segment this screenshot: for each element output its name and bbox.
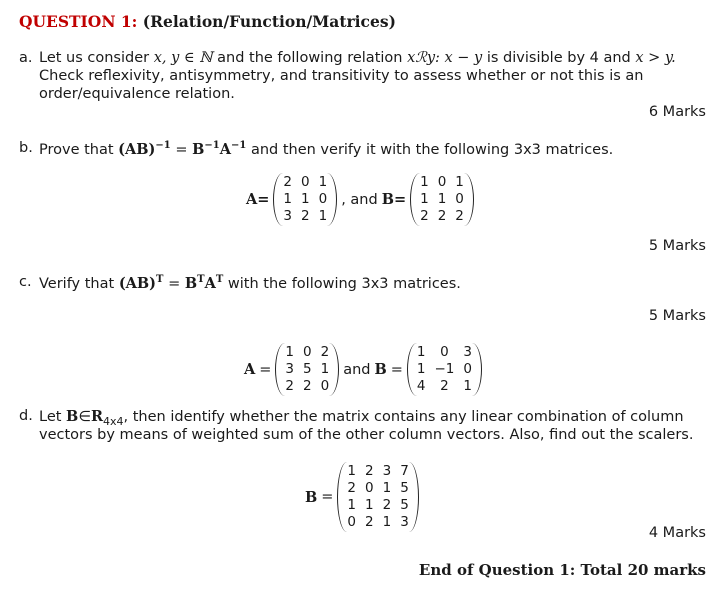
part-b-matrix-a-cell: 1 [301,191,310,207]
part-c-matrix-b-cell: 0 [440,344,449,360]
part-c-matrix-a-cell: 2 [303,378,312,394]
part-c-matrix-b [407,343,482,396]
part-b-matrix-a-cell: 1 [318,208,328,224]
part-b-matrix-a-cell: 0 [318,191,328,207]
part-b-matrix-b [410,173,474,226]
part-b-matrix-b-cell: 2 [455,208,464,224]
part-c-expr-a: A [204,274,216,292]
part-d-math-r: R [90,408,104,425]
part-d-matrix-cell: 7 [400,463,409,479]
part-c-marks: 5 Marks [648,308,706,324]
part-a-marks: 6 Marks [648,104,706,120]
part-c-matrices [244,343,482,396]
part-b-eq: = [170,141,193,158]
part-c-matrix-b-cell: 0 [463,361,472,377]
part-c-matrix-b-cell: 2 [440,378,449,394]
part-b-matrix-b-cell: 1 [437,191,447,207]
part-b-matrix-b-cell: 2 [437,208,447,224]
part-b-text: Prove that [39,141,119,158]
part-c-eq-sign-a: = [259,361,272,378]
part-d-matrix-cell: 2 [382,497,392,513]
part-d-matrix-cell: 1 [347,497,357,513]
question-topic: (Relation/Function/Matrices) [137,12,396,31]
part-d-matrix-b [337,462,418,532]
part-b-matrix-a-cell: 1 [283,191,292,207]
part-c-matrix-a [275,343,339,396]
part-c-and: and [343,361,371,378]
part-c-exp-1: T [156,274,164,285]
part-b-expr-a: A [219,140,231,158]
part-b-matrix-b-cell: 2 [420,208,429,224]
part-d-matrix-cell: 1 [365,497,374,513]
part-c-expr-ab: (AB) [118,274,157,292]
part-d-matrix-label: B [305,488,318,506]
part-b-exp-1: −1 [155,140,171,151]
part-d-matrix-cell: 5 [400,497,409,513]
part-b-matrix-a [273,173,337,226]
part-b-marks: 5 Marks [648,238,706,254]
part-c-matrix-a-cell: 5 [303,361,312,377]
part-c-expr-b: B [184,274,198,292]
part-c-exp-3: T [215,274,224,285]
part-c-matrix-b-cell: 1 [416,344,426,360]
part-a-line-1 [39,50,676,66]
part-b-matrix-b-cell: 1 [420,174,429,190]
part-d-text: Let [39,409,67,425]
part-c-matrix-a-cell: 0 [303,344,312,360]
part-d-matrix-cell: 0 [347,514,357,530]
question-number: QUESTION 1: [19,12,138,31]
part-d-matrix-cell: 1 [347,463,357,479]
part-c-matrix-a-cell: 3 [285,361,295,377]
part-c-exp-2: T [197,274,205,285]
part-b-exp-2: −1 [204,140,220,151]
part-d-matrix-cell: 0 [365,480,374,496]
part-c-line [39,274,461,292]
part-d-marks: 4 Marks [648,525,706,541]
part-d-matrix-cell: 3 [382,463,392,479]
part-b-matrix-a-cell: 0 [301,174,310,190]
part-c-matrix-b-cell: −1 [434,361,455,377]
part-a-text: Let us consider [39,50,154,66]
part-d-matrix-cell: 3 [400,514,409,530]
part-d-matrix-cell: 1 [382,514,392,530]
part-b-matrix-a-cell: 3 [283,208,292,224]
part-a-line-3: order/equivalence relation. [39,86,235,102]
part-c-matrix-a-cell: 1 [320,361,330,377]
part-b-expr-ab: (AB) [118,140,156,158]
part-c-matrix-a-cell: 0 [320,378,330,394]
part-a-text-post: is divisible by 4 and [482,50,636,66]
part-b-matrix-a-cell: 2 [283,174,292,190]
part-b-matrix-b-cell: 0 [455,191,464,207]
part-c-matrix-a-cell: 2 [285,378,295,394]
part-c-letter: c. [19,274,32,290]
part-d-letter: d. [19,408,33,424]
part-b-matrix-a-cell: 1 [318,174,328,190]
part-b-matrix-b-label: B= [381,191,407,208]
part-c-text: Verify that [39,275,119,292]
part-d-math-dim: 4x4 [103,414,124,428]
part-d-math-in: ∈ [78,409,91,425]
part-c-eq: = [163,275,185,292]
part-b-and: , and [341,191,378,208]
part-c-eq-sign-b: = [390,361,403,378]
part-b-matrix-b-cell: 1 [420,191,429,207]
part-b-matrix-b-cell: 0 [437,174,447,190]
part-b-text-post: and then verify it with the following 3x3 matrices. [246,141,614,158]
part-a-line-2: Check reflexivity, antisymmetry, and transitivity to assess whether or not this is an [39,68,644,84]
part-d-text-post: , then identify whether the matrix contains any linear combination of column [123,409,684,425]
part-a-math-relation: xℛy: x − y [407,50,483,66]
part-d-matrix-cell: 2 [365,514,374,530]
part-d-matrix-cell: 1 [382,480,392,496]
part-d-matrix-block [305,462,419,532]
part-d-eq-sign: = [321,489,334,505]
part-b-matrix-a-cell: 2 [301,208,310,224]
part-c-matrix-a-cell: 1 [285,344,295,360]
part-d-matrix-cell: 2 [365,463,374,479]
part-d-matrix-cell: 2 [347,480,357,496]
part-b-expr-b: B [192,140,205,158]
part-b-matrix-a-label: A= [246,191,270,208]
part-b-letter: b. [19,140,33,156]
part-d-matrix-cell: 5 [400,480,409,496]
part-b-matrices [246,173,474,226]
part-a-math-vars: x, y ∈ ℕ [153,50,213,66]
question-title [19,12,396,31]
part-b-line [39,140,613,158]
part-c-matrix-b-cell: 1 [416,361,426,377]
part-c-matrix-b-cell: 4 [416,378,426,394]
part-d-math-b: B [66,408,79,425]
part-b-exp-3: −1 [231,140,247,151]
part-c-matrix-b-cell: 1 [463,378,472,394]
part-a-letter: a. [19,50,33,66]
part-d-line-1 [39,408,684,428]
part-b-matrix-b-cell: 1 [455,174,464,190]
part-d-line-2: vectors by means of weighted sum of the other column vectors. Also, find out the scalers. [39,427,694,443]
part-c-matrix-a-label: A [244,361,256,378]
part-c-matrix-b-cell: 3 [463,344,472,360]
total-marks-footer: End of Question 1: Total 20 marks [418,561,706,579]
part-c-matrix-a-cell: 2 [320,344,330,360]
part-c-text-post: with the following 3x3 matrices. [223,275,461,292]
part-c-matrix-b-label: B [374,361,387,378]
part-a-math-condition: x > y. [635,50,676,66]
part-a-text-mid: and the following relation [212,50,408,66]
